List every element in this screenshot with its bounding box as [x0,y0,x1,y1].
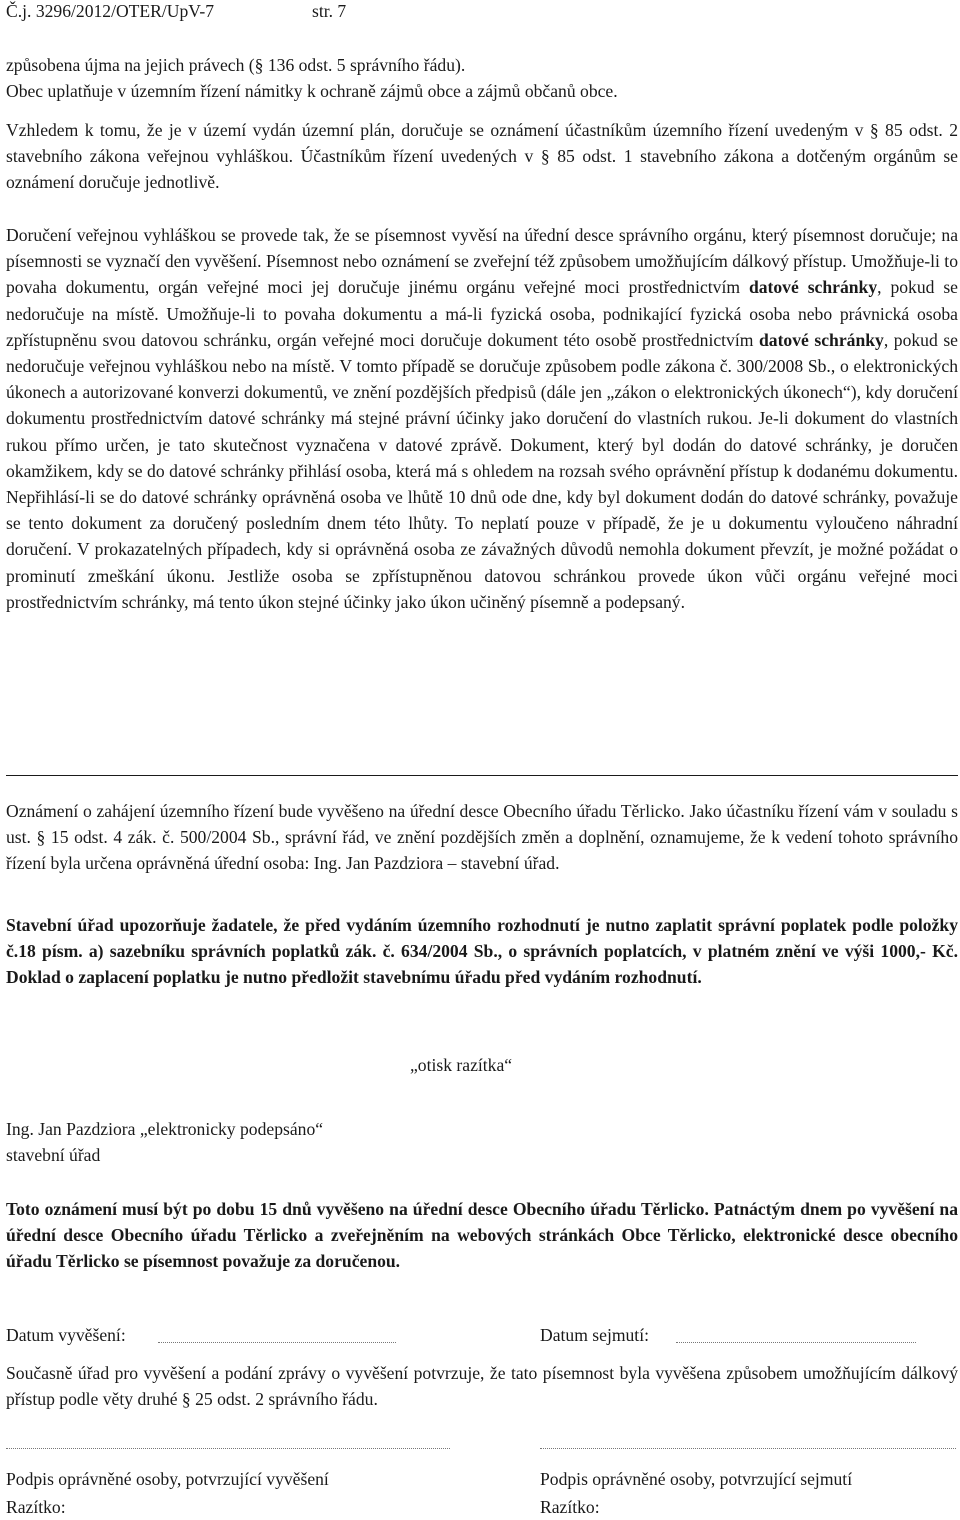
paragraph-line: Obec uplatňuje v územním řízení námitky k ochraně zájmů obce a zájmů občanů obce. [6,81,618,102]
paragraph-harm [6,52,958,104]
page-header [6,0,347,22]
posted-date-label: Datum vyvěšení: [6,1325,126,1345]
horizontal-rule [6,775,958,776]
emphasis-data-box: datové schránky [758,329,884,350]
reference-number: Č.j. 3296/2012/OTER/UpV-7 [6,1,215,21]
paragraph-text: Doručení veřejnou vyhláškou se provede tak, že se písemnost vyvěsí na úřední desce správního orgánu, který písemnost doručuje; na písemnosti se vyznačí den vyvěšení. Písemnost nebo oznámení se zveřejní též způsobem umožňujícím dálkový přístup. Umožňuje-li to povaha dokumentu, orgán veřejné moci jej doručuje jinému orgánu veřejné moci prostřednictvím [6,225,958,298]
signature-line-posting [6,1448,450,1449]
page-number: str. 7 [312,1,347,21]
paragraph-posting-notice: Toto oznámení musí být po dobu 15 dnů vyvěšeno na úřední desce Obecního úřadu Těrlicko. Patnáctým dnem po vyvěšení na úřední desce Obecního úřadu Těrlicko a zveřejněním na webových stránkách Obce Těrlicko, elektronické desce obecního úřadu Těrlicko se písemnost považuje za doručenou. [6,1199,958,1272]
paragraph-fee-notice: Stavební úřad upozorňuje žadatele, že před vydáním územního rozhodnutí je nutno zaplatit správní poplatek podle položky č.18 písm. a) sazebníku správních poplatků zák. č. 634/2004 Sb., o správních poplatcích, v platném znění ve výši 1000,- Kč. Doklad o zaplacení poplatku je nutno předložit stavebnímu úřadu před vydáním rozhodnutí. [6,915,958,988]
signature-office: stavební úřad [6,1145,101,1165]
signature-name: Ing. Jan Pazdziora „elektronicky podepsáno“ [6,1119,324,1139]
stamp-placeholder: „otisk razítka“ [410,1055,513,1075]
signature-line-removal [540,1448,956,1449]
posting-stamp-label: Razítko: [6,1497,66,1517]
paragraph-announcement: Oznámení o zahájení územního řízení bude vyvěšeno na úřední desce Obecního úřadu Těrlicko. Jako účastníku řízení vám v souladu s ust. § 15 odst. 4 zák. č. 500/2004 Sb., správní řád, ve znění pozdějších změn a doplnění, oznamujeme, že k vedení tohoto správního řízení byla určena oprávněná úřední osoba: Ing. Jan Pazdziora – stavební úřad. [6,801,958,874]
paragraph-confirmation: Současně úřad pro vyvěšení a podání zprávy o vyvěšení potvrzuje, že tato písemnost byla vyvěšena způsobem umožňujícím dálkový přístup podle věty druhé § 25 odst. 2 správního řádu. [6,1363,958,1410]
posting-signature-label: Podpis oprávněné osoby, potvrzující vyvěšení [6,1469,329,1489]
removal-signature-label: Podpis oprávněné osoby, potvrzující sejmutí [540,1469,853,1489]
paragraph-text: , pokud se nedoručuje veřejnou vyhláškou nebo na místě. V tomto případě se doručuje způsobem podle zákona č. 300/2008 Sb., o elektronických úkonech a autorizované konverzi dokumentů, ve znění pozdějších předpisů (dále jen „zákon o elektronických úkonech“), kdy doručení dokumentu prostřednictvím datové schránky má stejné právní účinky jako doručení do vlastních rukou. Je-li dokument do vlastních rukou přímo určen, je tato skutečnost vyznačena v datové zprávě. Dokument, který byl dodán do datové schránky, je doručen okamžikem, kdy se do datové schránky přihlásí osoba, která má s ohledem na rozsah svého oprávnění přístup k dodanému dokumentu. Nepřihlásí-li se do datové schránky oprávněná osoba ve lhůtě 10 dnů ode dne, kdy byl dokument dodán do datové schránky, považuje se tento dokument za doručený posledním dnem této lhůty. To neplatí pouze v případě, že je u dokumentu vyloučeno náhradní doručení. V prokazatelných případech, kdy si oprávněná osoba ze závažných důvodů nemohla dokument převzít, je možné požádat o prominutí zmeškání úkonu. Jestliže osoba se zpřístupněnou datovou schránkou provede úkon vůči orgánu veřejné moci prostřednictvím schránky, má tento úkon stejné účinky jako úkon učiněný písemně a podepsaný. [6,329,958,612]
paragraph-text: , pokud se nedoručuje na místě. Umožňuje-li to povaha dokumentu a má-li fyzická osoba, podnikající fyzická osoba nebo právnická osoba zpřístupněnu svou datovou schránku, orgán veřejné moci doručuje dokument této osobě prostřednictvím [6,277,958,350]
removed-date-label: Datum sejmutí: [540,1325,649,1345]
paragraph-delivery [6,222,958,615]
paragraph-line: způsobena újma na jejich právech (§ 136 odst. 5 správního řádu). [6,55,466,75]
paragraph-public-notice: Vzhledem k tomu, že je v území vydán územní plán, doručuje se oznámení účastníkům územního řízení uvedeným v § 85 odst. 2 stavebního zákona veřejnou vyhláškou. Účastníkům řízení uvedených v § 85 odst. 1 stavebního zákona a dotčeným orgánům se oznámení doručuje jednotlivě. [6,120,958,193]
emphasis-data-box: datové schránky [748,277,878,298]
removal-stamp-label: Razítko: [540,1497,600,1517]
posted-date-field[interactable] [158,1342,396,1343]
removed-date-field[interactable] [676,1342,916,1343]
